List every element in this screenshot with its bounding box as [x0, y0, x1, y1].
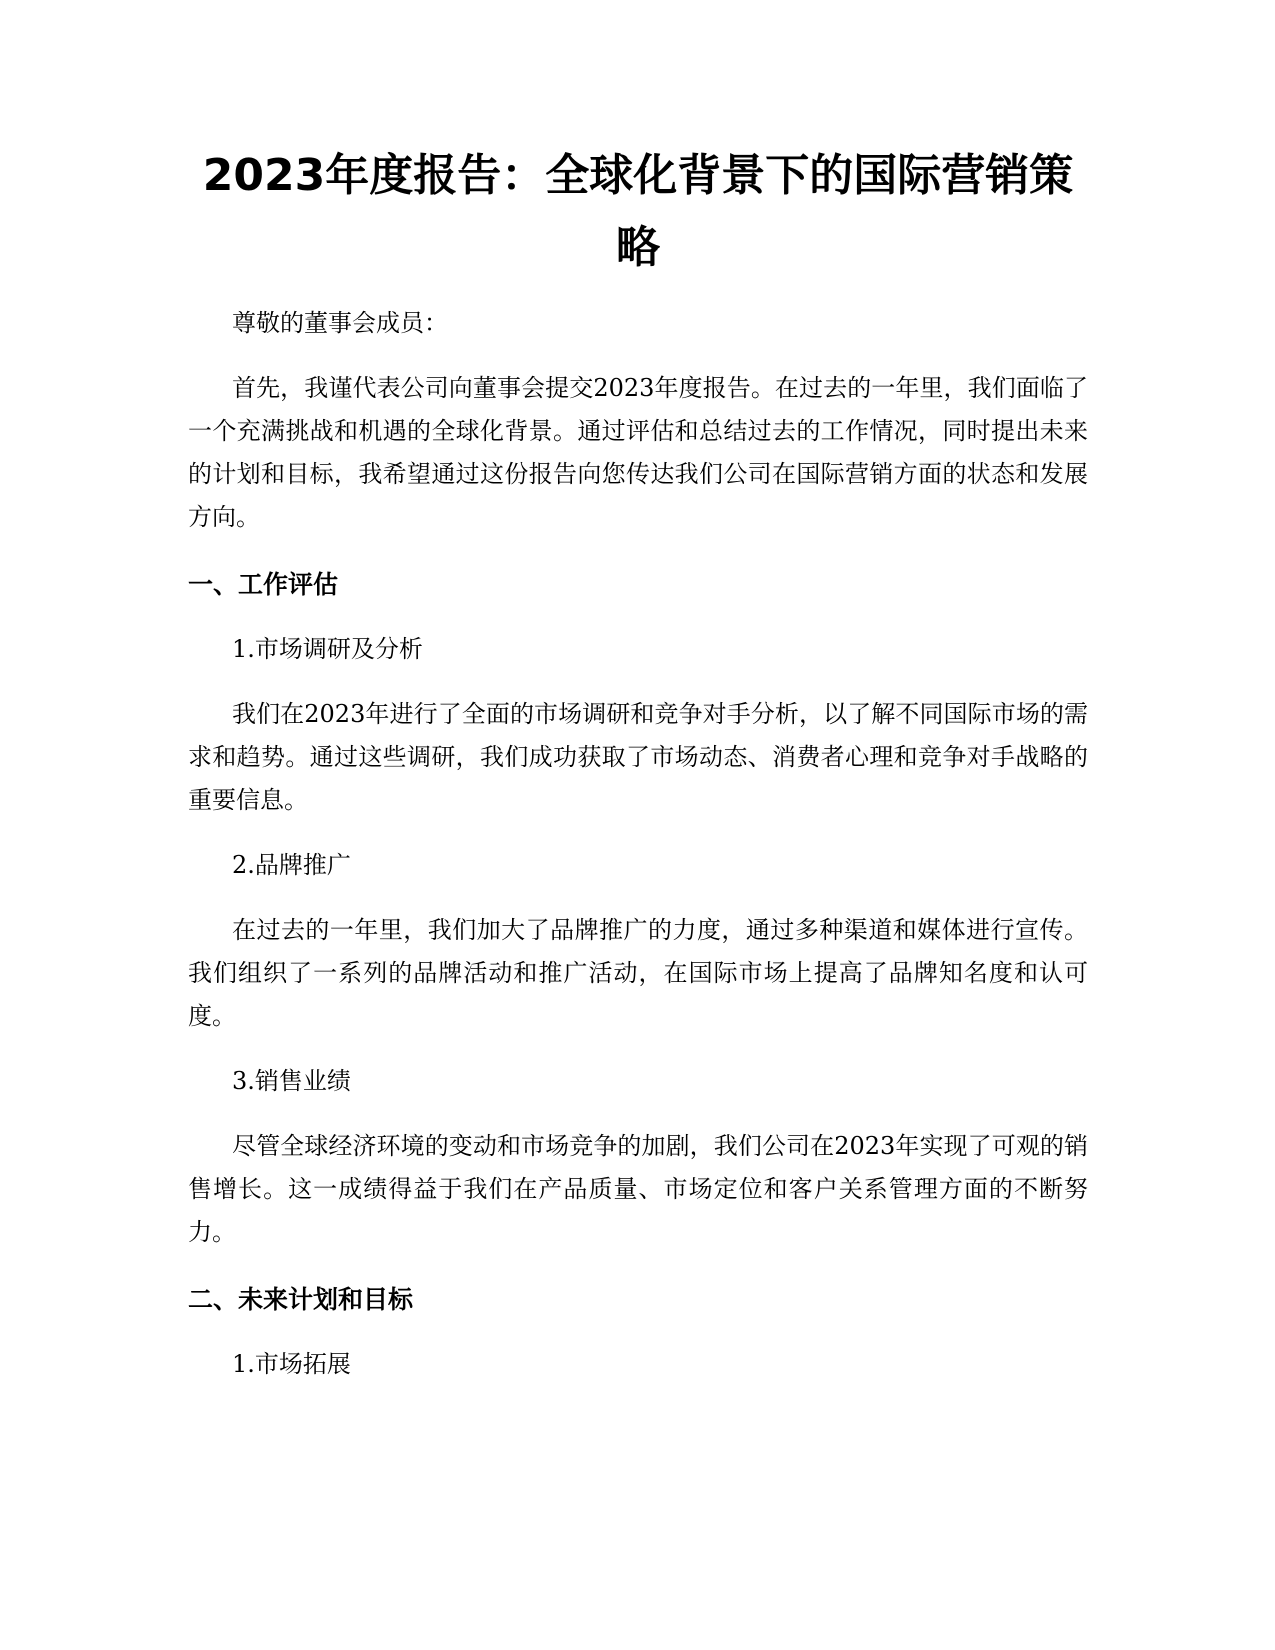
salutation: 尊敬的董事会成员： [232, 309, 448, 337]
section-heading-work-evaluation: 一、工作评估 [188, 570, 339, 599]
document-title: 2023年度报告：全球化背景下的国际营销策略 [202, 150, 1074, 273]
item-label-market-expansion: 1.市场拓展 [232, 1350, 351, 1378]
item-label-market-research: 1.市场调研及分析 [232, 635, 423, 663]
document-body [188, 140, 1088, 1408]
intro-paragraph: 首先，我谨代表公司向董事会提交2023年度报告。在过去的一年里，我们面临了一个充满挑战和机遇的全球化背景。通过评估和总结过去的工作情况，同时提出未来的计划和目标，我希望通过这份报告向您传达我们公司在国际营销方面的状态和发展方向。 [188, 374, 1088, 531]
item-label-brand-promotion: 2.品牌推广 [232, 851, 351, 879]
item-text-market-research: 我们在2023年进行了全面的市场调研和竞争对手分析，以了解不同国际市场的需求和趋势。通过这些调研，我们成功获取了市场动态、消费者心理和竞争对手战略的重要信息。 [188, 700, 1088, 814]
item-text-brand-promotion: 在过去的一年里，我们加大了品牌推广的力度，通过多种渠道和媒体进行宣传。我们组织了一系列的品牌活动和推广活动，在国际市场上提高了品牌知名度和认可度。 [188, 916, 1088, 1030]
item-text-sales-performance: 尽管全球经济环境的变动和市场竞争的加剧，我们公司在2023年实现了可观的销售增长。这一成绩得益于我们在产品质量、市场定位和客户关系管理方面的不断努力。 [188, 1132, 1088, 1246]
item-label-sales-performance: 3.销售业绩 [232, 1067, 351, 1095]
section-heading-future-plans: 二、未来计划和目标 [188, 1285, 414, 1314]
